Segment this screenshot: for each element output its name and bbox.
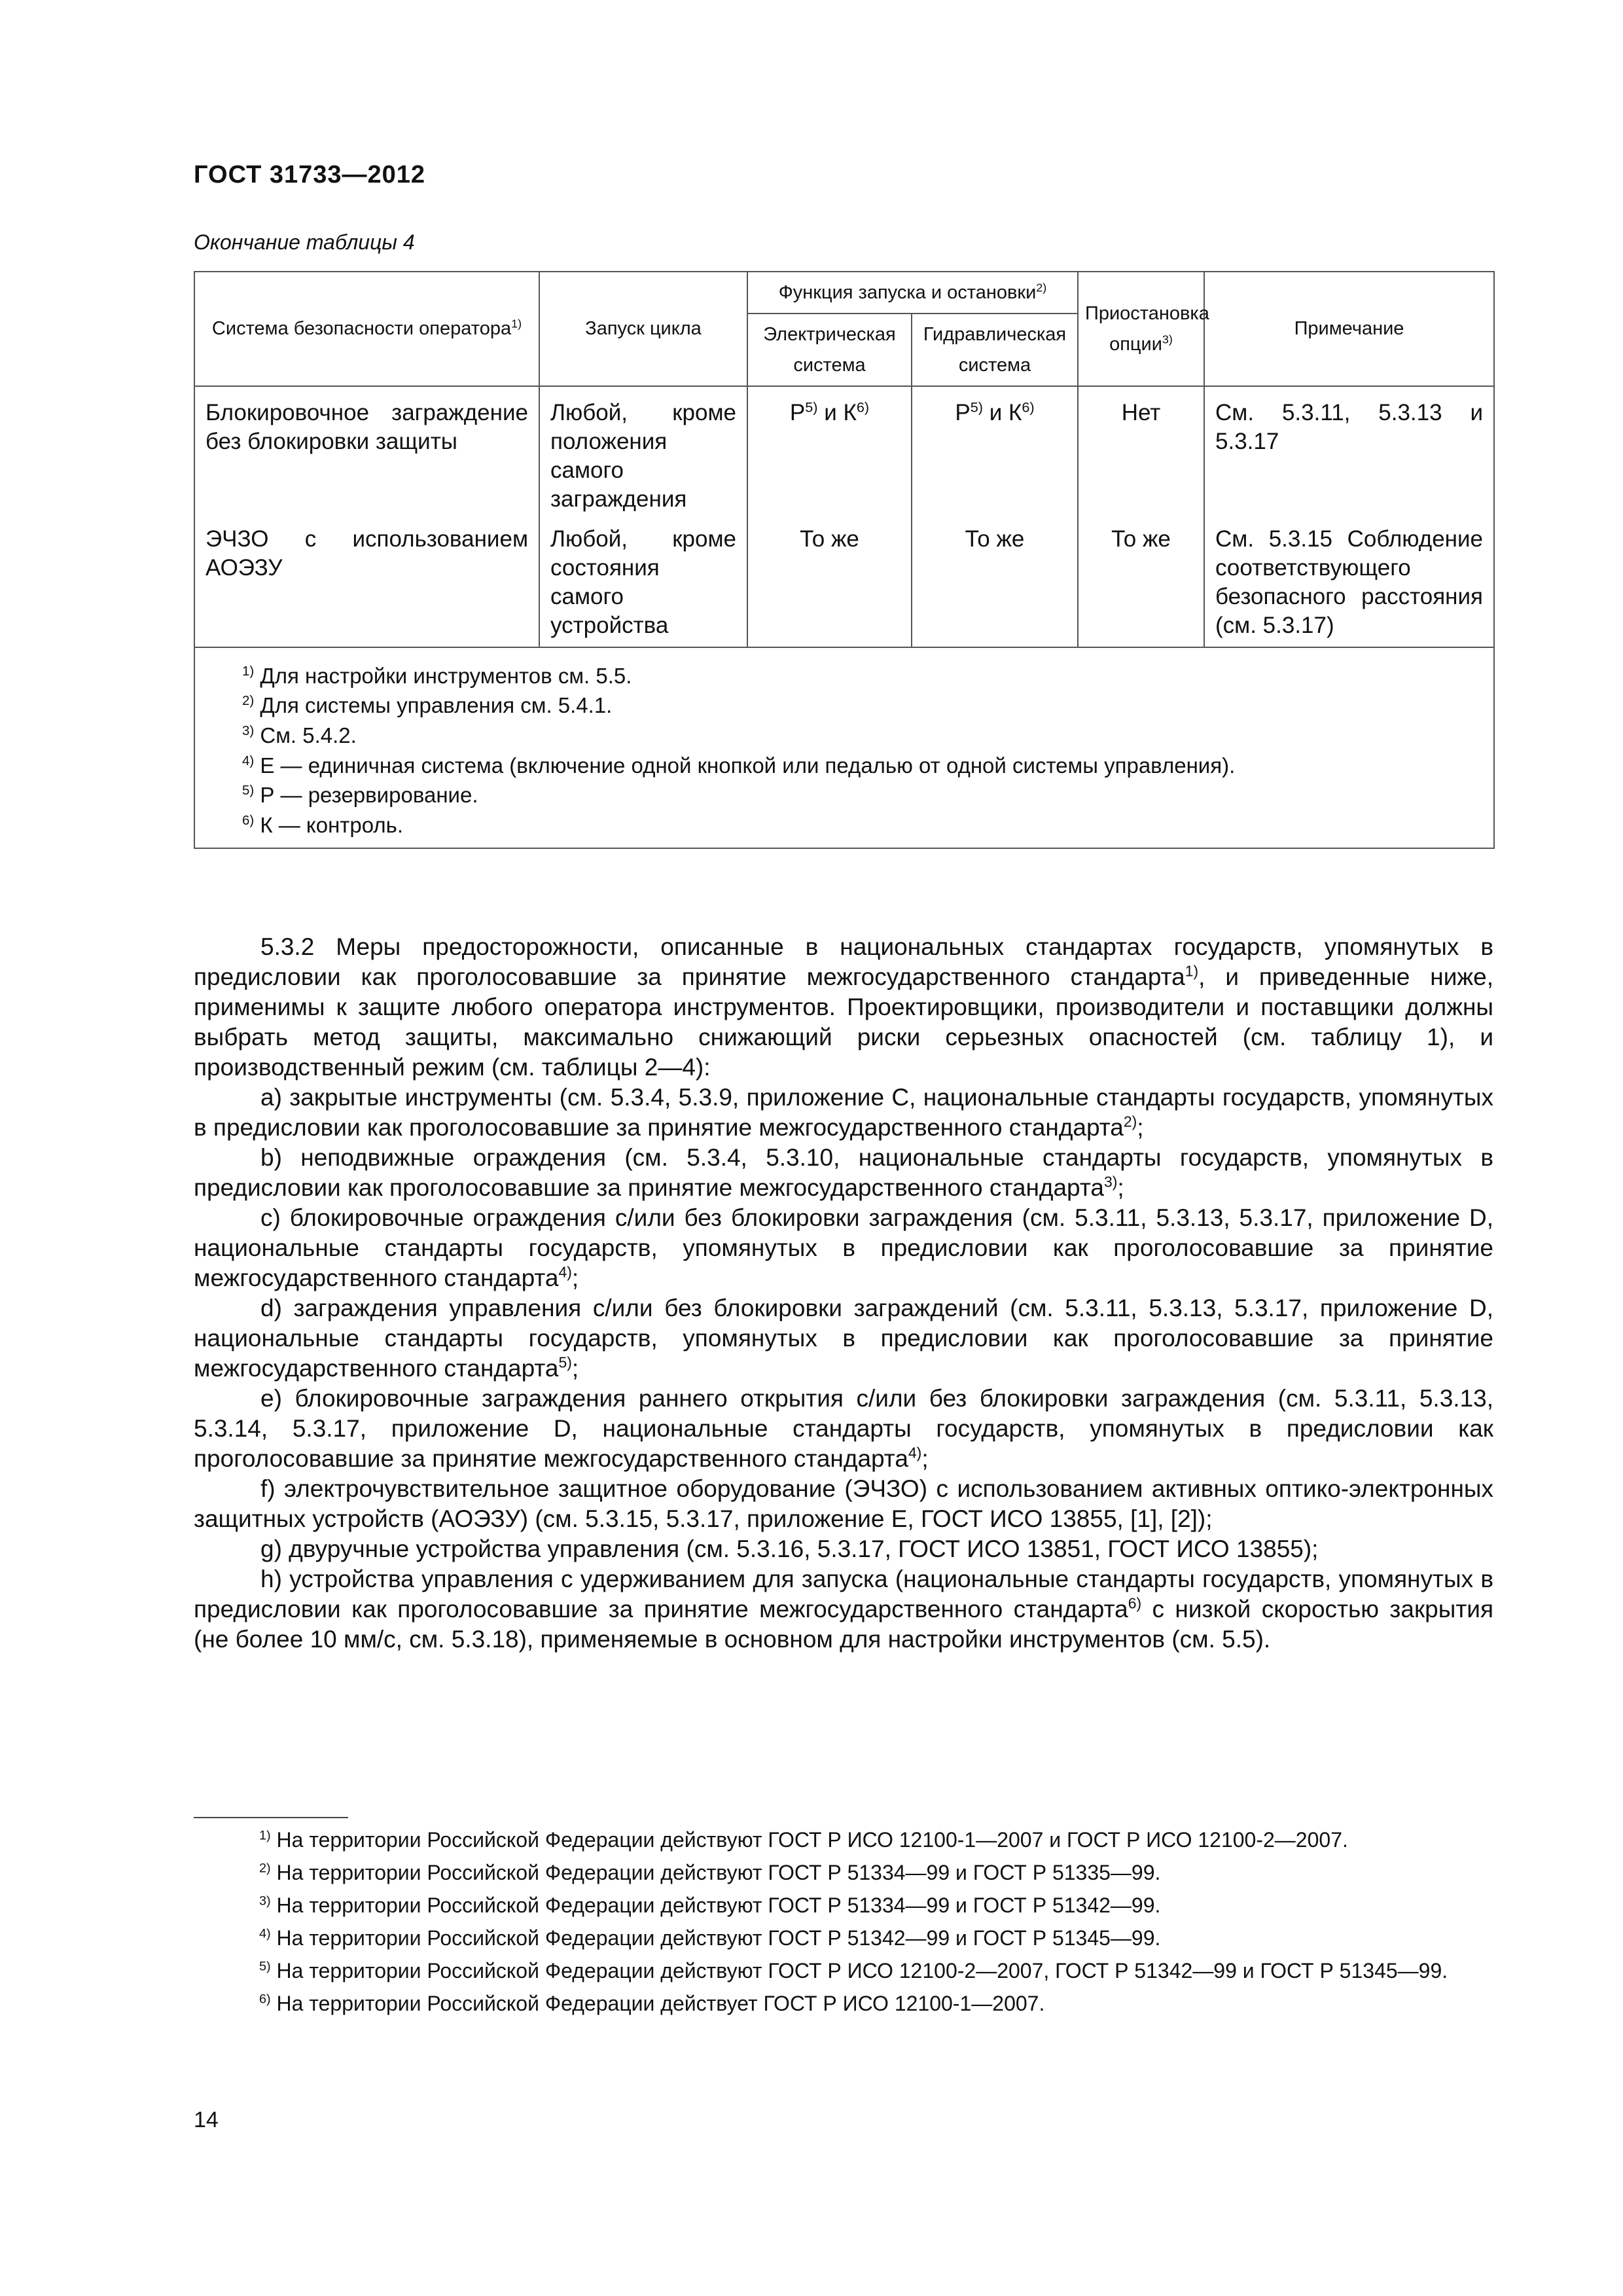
footnote: $^{2)}$ На территории Российской Федерации действуют ГОСТ Р 51334—99 и ГОСТ Р 51335—99. bbox=[259, 1861, 1161, 1884]
cell-electric: То же bbox=[747, 518, 912, 647]
table-notes bbox=[194, 647, 1494, 848]
cell-cycle: Любой, кроме положения самого заграждения bbox=[539, 386, 747, 518]
list-item-g: g) двуручные устройства управления (см. 5.3.16, 5.3.17, ГОСТ ИСО 13851, ГОСТ ИСО 13855); bbox=[260, 1535, 1319, 1562]
footnote: $^{3)}$ На территории Российской Федерации действуют ГОСТ Р 51334—99 и ГОСТ Р 51342—99. bbox=[259, 1893, 1161, 1917]
page-number: 14 bbox=[194, 2108, 219, 2132]
table-row bbox=[194, 386, 1494, 518]
table-note: $^{4)}$ Е — единичная система (включение одной кнопкой или педалью от одной системы управления). bbox=[242, 753, 1236, 778]
requirements-table bbox=[194, 271, 1495, 849]
table-caption: Окончание таблицы 4 bbox=[194, 230, 415, 254]
table-note: $^{5)}$ Р — резервирование. bbox=[242, 783, 478, 808]
cell-suspend: Нет bbox=[1078, 386, 1204, 518]
footnote-separator bbox=[194, 1817, 348, 1818]
header-hydraulic-system: Гидравлическая система bbox=[912, 314, 1078, 386]
list-item-d: d) заграждения управления с/или без блокировки заграждений (см. 5.3.11, 5.3.13, 5.3.17, приложение D, национальные стандарты государств, упомянутых в предисловии как проголосовавшие за принятие межгосударственного стандарта$^{5)}$; bbox=[194, 1295, 1493, 1382]
footnote: $^{1)}$ На территории Российской Федерации действуют ГОСТ Р ИСО 12100-1—2007 и ГОСТ Р ИСО 12100-2—2007. bbox=[259, 1828, 1348, 1852]
section-5-3-2 bbox=[194, 932, 1493, 1655]
table-note: $^{1)}$ Для настройки инструментов см. 5.5. bbox=[242, 663, 632, 688]
cell-hydraulic: То же bbox=[912, 518, 1078, 647]
cell-electric: $Р^{5)}$ и $К^{6)}$ bbox=[747, 386, 912, 518]
footnote: $^{4)}$ На территории Российской Федерации действуют ГОСТ Р 51342—99 и ГОСТ Р 51345—99. bbox=[259, 1926, 1161, 1950]
table-row bbox=[194, 518, 1494, 647]
list-item-h: h) устройства управления с удерживанием для запуска (национальные стандарты государств, упомянутых в предисловии как проголосовавшие за принятие межгосударственного стандарта$^{6)}$ с низкой скоростью закрытия (не более 10 мм/с, см. 5.3.18), применяемые в основном для настройки инструментов (см. 5.5). bbox=[194, 1566, 1493, 1653]
footnote: $^{6)}$ На территории Российской Федерации действует ГОСТ Р ИСО 12100-1—2007. bbox=[259, 1992, 1045, 2015]
table-note: $^{6)}$ К — контроль. bbox=[242, 812, 404, 837]
table-notes-row bbox=[194, 647, 1494, 848]
header-start-stop-function: Функция запуска и остановки$^{2)}$ bbox=[747, 272, 1078, 314]
list-item-b: b) неподвижные ограждения (см. 5.3.4, 5.3.10, национальные стандарты государств, упомянутых в предисловии как проголосовавшие за принятие межгосударственного стандарта$^{3)}$; bbox=[194, 1144, 1493, 1201]
list-item-e: e) блокировочные заграждения раннего открытия с/или без блокировки заграждения (см. 5.3.11, 5.3.13, 5.3.14, 5.3.17, приложение D, национальные стандарты государств, упомянутых в предисловии как проголосовавшие за принятие межгосударственного стандарта$^{4)}$; bbox=[194, 1385, 1493, 1472]
cell-system: Блокировочное заграждение без блокировки защиты bbox=[194, 386, 539, 518]
list-item-c: c) блокировочные ограждения с/или без блокировки заграждения (см. 5.3.11, 5.3.13, 5.3.17, приложение D, национальные стандарты государств, упомянутых в предисловии как проголосовавшие за принятие межгосударственного стандарта$^{4)}$; bbox=[194, 1204, 1493, 1291]
footnotes bbox=[194, 1823, 1493, 2020]
table-note: $^{2)}$ Для системы управления см. 5.4.1. bbox=[242, 693, 613, 718]
document-header: ГОСТ 31733—2012 bbox=[194, 161, 426, 188]
list-item-f: f) электрочувствительное защитное оборудование (ЭЧЗО) с использованием активных оптико-электронных защитных устройств (АОЭЗУ) (см. 5.3.15, 5.3.17, приложение Е, ГОСТ ИСО 13855, [1], [2]); bbox=[194, 1475, 1493, 1532]
header-note: Примечание bbox=[1204, 272, 1494, 386]
cell-system: ЭЧЗО с использованием АОЭЗУ bbox=[194, 518, 539, 647]
cell-note: См. 5.3.11, 5.3.13 и 5.3.17 bbox=[1204, 386, 1494, 518]
header-operator-safety-system: Система безопасности оператора$^{1)}$ bbox=[194, 272, 539, 386]
cell-suspend: То же bbox=[1078, 518, 1204, 647]
footnote: $^{5)}$ На территории Российской Федерации действуют ГОСТ Р ИСО 12100-2—2007, ГОСТ Р 51342—99 и ГОСТ Р 51345—99. bbox=[259, 1959, 1448, 1982]
header-cycle-start: Запуск цикла bbox=[539, 272, 747, 386]
paragraph-intro: 5.3.2 Меры предосторожности, описанные в национальных стандартах государств, упомянутых в предисловии как проголосовавшие за принятие межгосударственного стандарта$^{1)}$, и приведенные ниже, применимы к защите любого оператора инструментов. Проектировщики, производители и поставщики должны выбрать метод защиты, максимально снижающий риски серьезных опасностей (см. таблицу 1), и производственный режим (см. таблицы 2—4): bbox=[194, 933, 1493, 1081]
table-4 bbox=[194, 271, 1493, 849]
table-note: $^{3)}$ См. 5.4.2. bbox=[242, 723, 357, 747]
cell-cycle: Любой, кроме состояния самого устройства bbox=[539, 518, 747, 647]
cell-hydraulic: $Р^{5)}$ и $К^{6)}$ bbox=[912, 386, 1078, 518]
list-item-a: a) закрытые инструменты (см. 5.3.4, 5.3.9, приложение С, национальные стандарты государств, упомянутых в предисловии как проголосовавшие за принятие межгосударственного стандарта$^{2)}$; bbox=[194, 1084, 1493, 1141]
cell-note: См. 5.3.15 Соблюдение соответствующего безопасного расстояния (см. 5.3.17) bbox=[1204, 518, 1494, 647]
header-electric-system: Электрическая система bbox=[747, 314, 912, 386]
header-option-suspend: Приостановка опции$^{3)}$ bbox=[1078, 272, 1204, 386]
